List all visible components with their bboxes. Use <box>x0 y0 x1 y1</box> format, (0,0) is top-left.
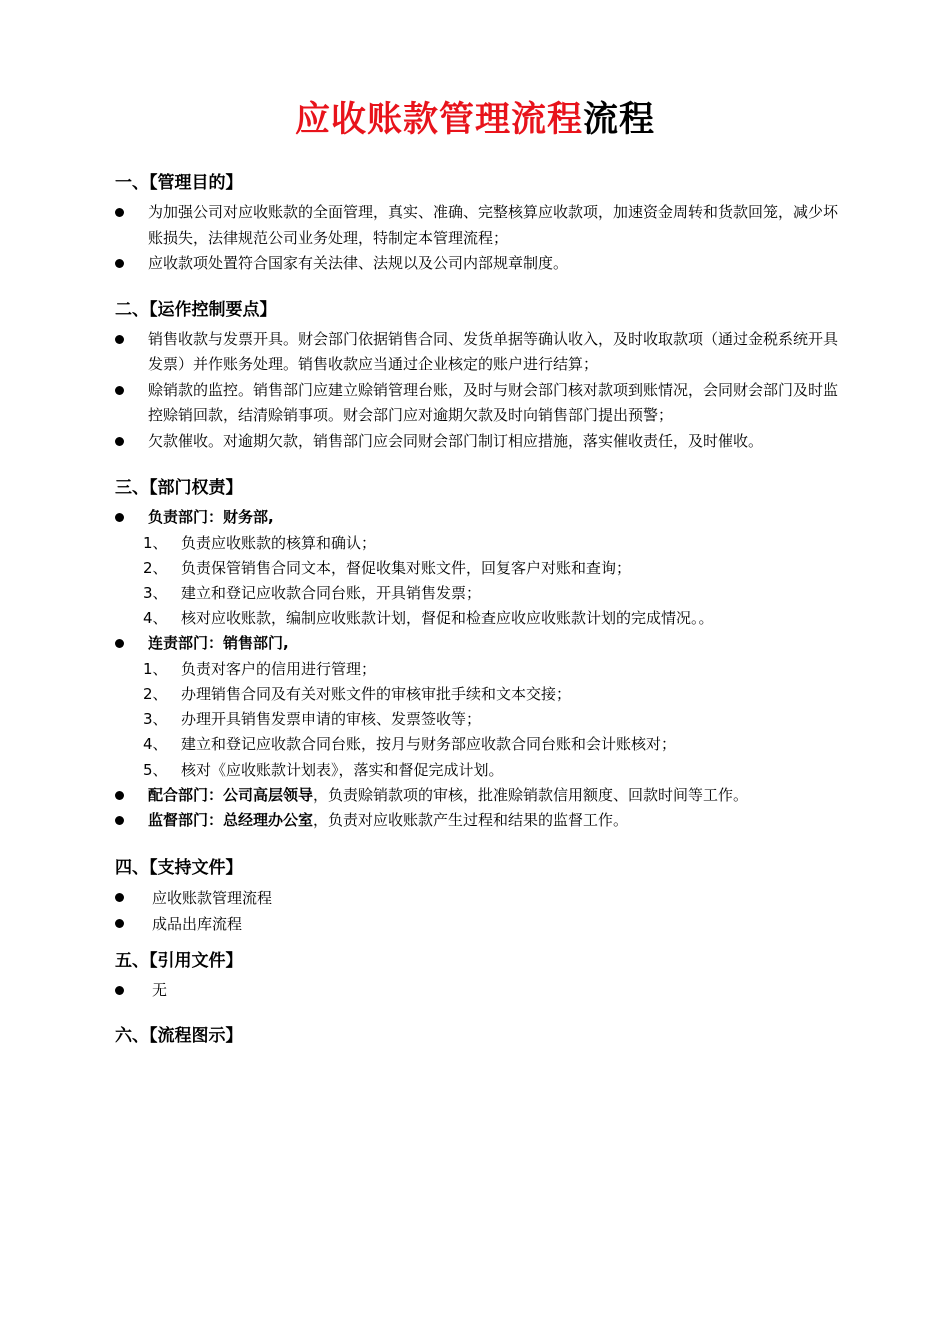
numbered-item: 1、 负责应收账款的核算和确认； <box>143 533 377 552</box>
bullet-icon <box>115 893 124 902</box>
bullet-icon <box>115 513 124 522</box>
supervising-dept: 监督部门：总经理办公室，负责对应收账款产生过程和结果的监督工作。 <box>115 808 840 834</box>
title-black-part: 流程 <box>583 100 656 140</box>
purpose-list <box>115 200 840 277</box>
numbered-item: 4、 建立和登记应收款合同台账，按月与财务部应收款合同台账和会计账核对； <box>143 735 677 754</box>
numbered-item: 4、 核对应收账款，编制应收账款计划，督促和检查应收应收账款计划的完成情况。。 <box>143 609 714 628</box>
list-item: 应收款项处置符合国家有关法律、法规以及公司内部规章制度。 <box>115 251 840 277</box>
section-heading-responsibilities: 三、【部门权责】 <box>115 478 243 498</box>
bullet-icon <box>115 816 124 825</box>
bullet-icon <box>115 208 124 217</box>
bullet-icon <box>115 639 124 648</box>
list-item: 欠款催收。对逾期欠款，销售部门应会同财会部门制订相应措施，落实催收责任，及时催收。 <box>115 429 840 455</box>
joint-dept: 连责部门：销售部门, <box>115 631 840 657</box>
bullet-icon <box>115 259 124 268</box>
numbered-item: 1、 负责对客户的信用进行管理； <box>143 659 377 678</box>
cooperating-dept: 配合部门：公司高层领导，负责赊销款项的审核，批准赊销款信用额度、回款时间等工作。 <box>115 783 840 809</box>
section-heading-flowchart: 六、【流程图示】 <box>115 1026 243 1047</box>
bullet-icon <box>115 986 124 995</box>
numbered-item: 3、 办理开具销售发票申请的审核、发票签收等； <box>143 710 482 729</box>
list-item: 应收账款管理流程 <box>115 885 840 912</box>
list-item: 无 <box>115 978 840 1004</box>
responsible-dept: 负责部门：财务部, <box>115 505 840 531</box>
page-title <box>0 96 950 144</box>
bullet-icon <box>115 919 124 928</box>
section-heading-purpose: 一、【管理目的】 <box>115 173 243 193</box>
numbered-item: 5、 核对《应收账款计划表》，落实和督促完成计划。 <box>143 760 504 779</box>
bullet-icon <box>115 437 124 446</box>
control-list <box>115 327 840 455</box>
numbered-item: 2、 办理销售合同及有关对账文件的审核审批手续和文本交接； <box>143 685 572 704</box>
list-item: 赊销款的监控。销售部门应建立赊销管理台账，及时与财会部门核对款项到账情况，会同财会部门及时监控赊销回款，结清赊销事项。财会部门应对逾期欠款及时向销售部门提出预警； <box>115 378 840 429</box>
list-item: 销售收款与发票开具。财会部门依据销售合同、发货单据等确认收入，及时收取款项（通过金税系统开具发票）并作账务处理。销售收款应当通过企业核定的账户进行结算； <box>115 327 840 378</box>
list-item: 为加强公司对应收账款的全面管理，真实、准确、完整核算应收款项，加速资金周转和货款回笼，减少坏账损失，法律规范公司业务处理，特制定本管理流程； <box>115 200 840 251</box>
section-heading-reference-docs: 五、【引用文件】 <box>115 950 243 971</box>
document-body <box>115 170 840 1049</box>
numbered-item: 2、 负责保管销售合同文本，督促收集对账文件，回复客户对账和查询； <box>143 558 632 577</box>
title-red-part: 应收账款管理流程 <box>294 100 583 140</box>
list-item: 成品出库流程 <box>115 911 840 938</box>
section-heading-control: 二、【运作控制要点】 <box>115 299 277 320</box>
numbered-item: 3、 建立和登记应收款合同台账，开具销售发票； <box>143 583 482 602</box>
section-heading-support-docs: 四、【支持文件】 <box>115 857 243 878</box>
bullet-icon <box>115 335 124 344</box>
reference-docs-list <box>115 978 840 1004</box>
bullet-icon <box>115 386 124 395</box>
bullet-icon <box>115 791 124 800</box>
support-docs-list <box>115 885 840 938</box>
responsibilities-list <box>115 505 840 834</box>
